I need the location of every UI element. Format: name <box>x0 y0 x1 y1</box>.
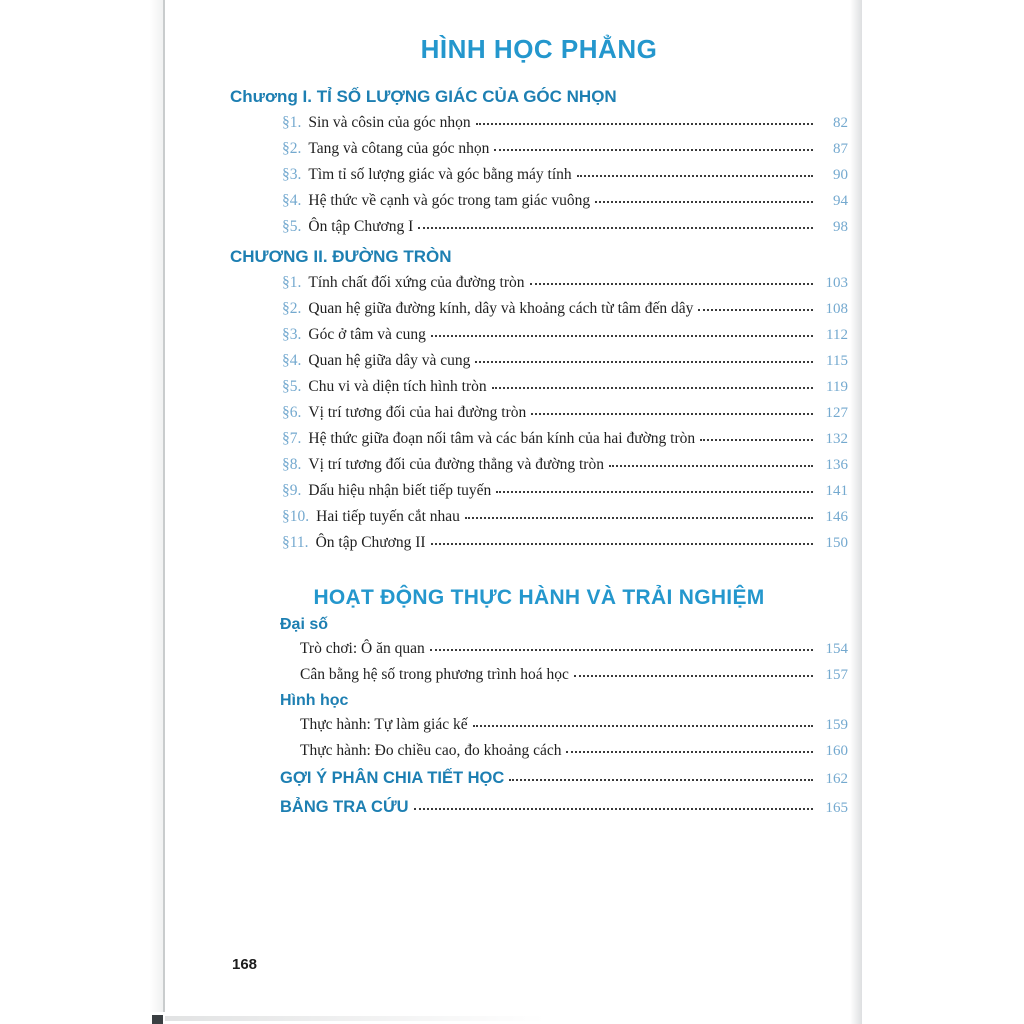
activities-group-geometry-heading: Hình học <box>280 692 349 709</box>
dot-leader <box>475 361 813 363</box>
scan-corner-artifact <box>152 1015 163 1024</box>
entry-marker: §4. <box>282 192 302 209</box>
toc-entry <box>230 214 848 240</box>
entry-page-number: 146 <box>825 509 848 525</box>
toc-entry <box>230 348 848 374</box>
dot-leader <box>476 123 813 125</box>
dot-leader <box>577 175 813 177</box>
dot-leader <box>414 808 813 810</box>
page-title: HÌNH HỌC PHẲNG <box>420 34 658 64</box>
entry-page-number: 165 <box>825 800 848 816</box>
entry-label: Quan hệ giữa đường kính, dây và khoảng cách từ tâm đến dây <box>308 300 694 317</box>
entry-marker: §5. <box>282 378 302 395</box>
toc-entry <box>230 452 848 478</box>
entry-page-number: 82 <box>833 115 848 131</box>
entry-label: Quan hệ giữa dây và cung <box>308 352 471 369</box>
entry-page-number: 159 <box>825 717 848 733</box>
dot-leader <box>609 465 813 467</box>
chapter-2-heading: CHƯƠNG II. ĐƯỜNG TRÒN <box>230 247 452 266</box>
toc-entry <box>230 530 848 556</box>
toc-entry <box>230 296 848 322</box>
dot-leader <box>595 201 813 203</box>
entry-label: Tìm tỉ số lượng giác và góc bằng máy tính <box>308 166 572 183</box>
activities-title: HOẠT ĐỘNG THỰC HÀNH VÀ TRẢI NGHIỆM <box>313 586 765 609</box>
entry-marker: §2. <box>282 140 302 157</box>
entry-page-number: 103 <box>825 275 848 291</box>
entry-page-number: 127 <box>825 405 848 421</box>
entry-marker: §9. <box>282 482 302 499</box>
entry-page-number: 162 <box>825 771 848 787</box>
entry-page-number: 150 <box>825 535 848 551</box>
chapter-1-heading: Chương I. TỈ SỐ LƯỢNG GIÁC CỦA GÓC NHỌN <box>230 87 617 106</box>
toc-entry <box>230 738 848 764</box>
toc-entry <box>230 712 848 738</box>
entry-page-number: 154 <box>825 641 848 657</box>
entry-label: Ôn tập Chương II <box>315 534 426 551</box>
dot-leader <box>698 309 813 311</box>
dot-leader <box>492 387 813 389</box>
entry-marker: §3. <box>282 166 302 183</box>
entry-label: Thực hành: Tự làm giác kế <box>300 716 468 733</box>
toc-entry-index <box>230 793 848 822</box>
toc-entry <box>230 136 848 162</box>
dot-leader <box>431 543 813 545</box>
toc-entry <box>230 478 848 504</box>
entry-page-number: 94 <box>833 193 848 209</box>
entry-page-number: 112 <box>826 327 848 343</box>
scan-smudge-artifact <box>165 1016 545 1021</box>
toc-content <box>230 0 848 822</box>
entry-marker: §4. <box>282 352 302 369</box>
entry-label: Thực hành: Đo chiều cao, đo khoảng cách <box>300 742 562 759</box>
toc-entry <box>230 662 848 688</box>
dot-leader <box>574 675 813 677</box>
dot-leader <box>509 779 813 781</box>
entry-marker: §10. <box>282 508 310 525</box>
entry-marker: §5. <box>282 218 302 235</box>
entry-marker: §6. <box>282 404 302 421</box>
toc-entry <box>230 162 848 188</box>
dot-leader <box>530 283 814 285</box>
activities-group-algebra-heading: Đại số <box>280 616 329 633</box>
entry-page-number: 108 <box>825 301 848 317</box>
toc-entry <box>230 400 848 426</box>
entry-label: Ôn tập Chương I <box>308 218 414 235</box>
entry-label: Hệ thức giữa đoạn nối tâm và các bán kính của hai đường tròn <box>308 430 696 447</box>
toc-entry <box>230 322 848 348</box>
dot-leader <box>494 149 813 151</box>
entry-label: Vị trí tương đối của hai đường tròn <box>308 404 527 421</box>
entry-page-number: 87 <box>833 141 848 157</box>
entry-label: Chu vi và diện tích hình tròn <box>308 378 487 395</box>
entry-page-number: 141 <box>825 483 848 499</box>
entry-label: Sin và côsin của góc nhọn <box>308 114 471 131</box>
entry-page-number: 157 <box>825 667 848 683</box>
entry-page-number: 115 <box>826 353 848 369</box>
dot-leader <box>465 517 813 519</box>
entry-marker: §8. <box>282 456 302 473</box>
entry-page-number: 132 <box>825 431 848 447</box>
dot-leader <box>496 491 813 493</box>
entry-marker: §3. <box>282 326 302 343</box>
toc-entry <box>230 110 848 136</box>
book-page <box>165 0 862 1024</box>
entry-label: Vị trí tương đối của đường thẳng và đường tròn <box>308 456 604 473</box>
dot-leader <box>430 649 813 651</box>
toc-entry <box>230 270 848 296</box>
toc-entry <box>230 426 848 452</box>
dot-leader <box>700 439 813 441</box>
entry-page-number: 90 <box>833 167 848 183</box>
entry-page-number: 119 <box>826 379 848 395</box>
folio-page-number: 168 <box>232 956 258 973</box>
dot-leader <box>531 413 813 415</box>
toc-entry <box>230 188 848 214</box>
dot-leader <box>566 751 813 753</box>
page-gutter-shadow <box>150 0 164 1012</box>
entry-marker: §2. <box>282 300 302 317</box>
toc-entry <box>230 374 848 400</box>
dot-leader <box>431 335 813 337</box>
toc-entry <box>230 504 848 530</box>
entry-page-number: 136 <box>825 457 848 473</box>
entry-label: Góc ở tâm và cung <box>308 326 426 343</box>
entry-label: Hệ thức về cạnh và góc trong tam giác vuông <box>308 192 591 209</box>
entry-label: Dấu hiệu nhận biết tiếp tuyến <box>308 482 492 499</box>
entry-label: Tính chất đối xứng của đường tròn <box>308 274 525 291</box>
entry-label: GỢI Ý PHÂN CHIA TIẾT HỌC <box>280 769 505 787</box>
entry-page-number: 160 <box>825 743 848 759</box>
toc-section-chapter-1 <box>230 87 848 240</box>
toc-section-chapter-2 <box>230 247 848 556</box>
entry-marker: §1. <box>282 114 302 131</box>
entry-label: Trò chơi: Ô ăn quan <box>300 640 425 657</box>
entry-label: Hai tiếp tuyến cắt nhau <box>316 508 460 525</box>
entry-label: Tang và côtang của góc nhọn <box>308 140 490 157</box>
dot-leader <box>418 227 813 229</box>
dot-leader <box>473 725 813 727</box>
toc-entry-lesson-plan <box>230 764 848 793</box>
activities-section <box>230 586 848 822</box>
entry-label: Cân bằng hệ số trong phương trình hoá học <box>300 666 569 683</box>
entry-marker: §7. <box>282 430 302 447</box>
entry-label: BẢNG TRA CỨU <box>280 798 409 816</box>
toc-entry <box>230 636 848 662</box>
entry-marker: §1. <box>282 274 302 291</box>
entry-marker: §11. <box>282 534 309 551</box>
entry-page-number: 98 <box>833 219 848 235</box>
